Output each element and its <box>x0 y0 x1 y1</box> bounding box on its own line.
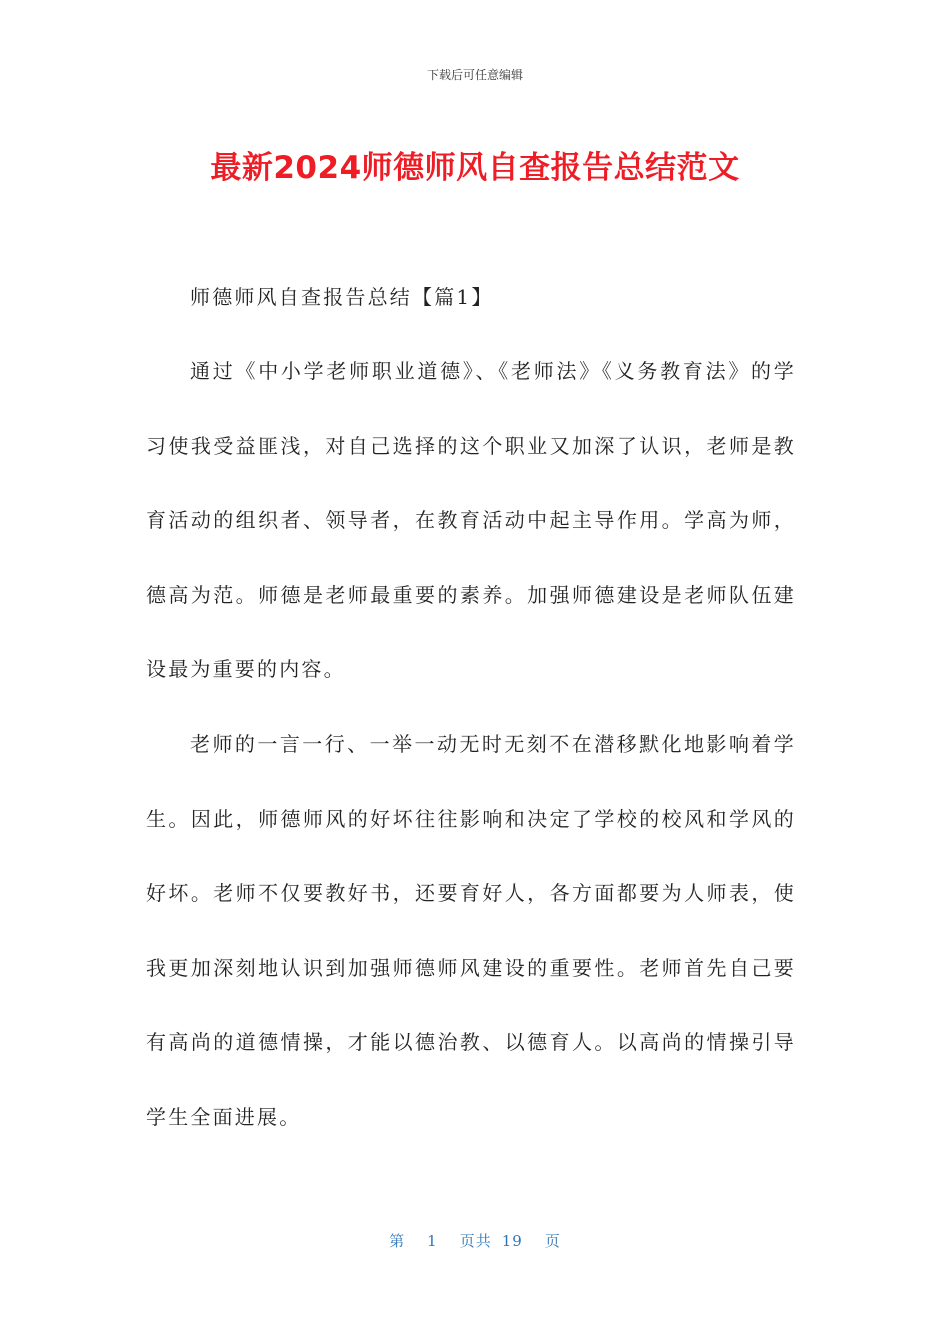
section-heading: 师德师风自查报告总结【篇1】 <box>190 285 494 309</box>
header-note: 下载后可任意编辑 <box>426 68 523 82</box>
page-prefix: 第 <box>389 1232 406 1250</box>
page-footer <box>0 1230 950 1251</box>
page-number: 1 <box>427 1232 438 1250</box>
page-suffix: 页 <box>544 1232 561 1250</box>
document-title: 最新2024师德师风自查报告总结范文 <box>210 150 740 186</box>
paragraph-1: 通过《中小学老师职业道德》、《老师法》《义务教育法》的学习使我受益匪浅，对自己选择的这个职业又加深了认识，老师是教育活动的组织者、领导者，在教育活动中起主导作用。学高为师，德高为范。师德是老师最重要的素养。加强师德建设是老师队伍建设最为重要的内容。 <box>146 359 796 681</box>
paragraph-2: 老师的一言一行、一举一动无时无刻不在潜移默化地影响着学生。因此，师德师风的好坏往往影响和决定了学校的校风和学风的好坏。老师不仅要教好书，还要育好人，各方面都要为人师表，使我更加深刻地认识到加强师德师风建设的重要性。老师首先自己要有高尚的道德情操，才能以德治教、以德育人。以高尚的情操引导学生全面进展。 <box>146 732 796 1129</box>
total-pages: 19 <box>501 1232 523 1250</box>
page-mid: 页共 <box>459 1232 492 1250</box>
